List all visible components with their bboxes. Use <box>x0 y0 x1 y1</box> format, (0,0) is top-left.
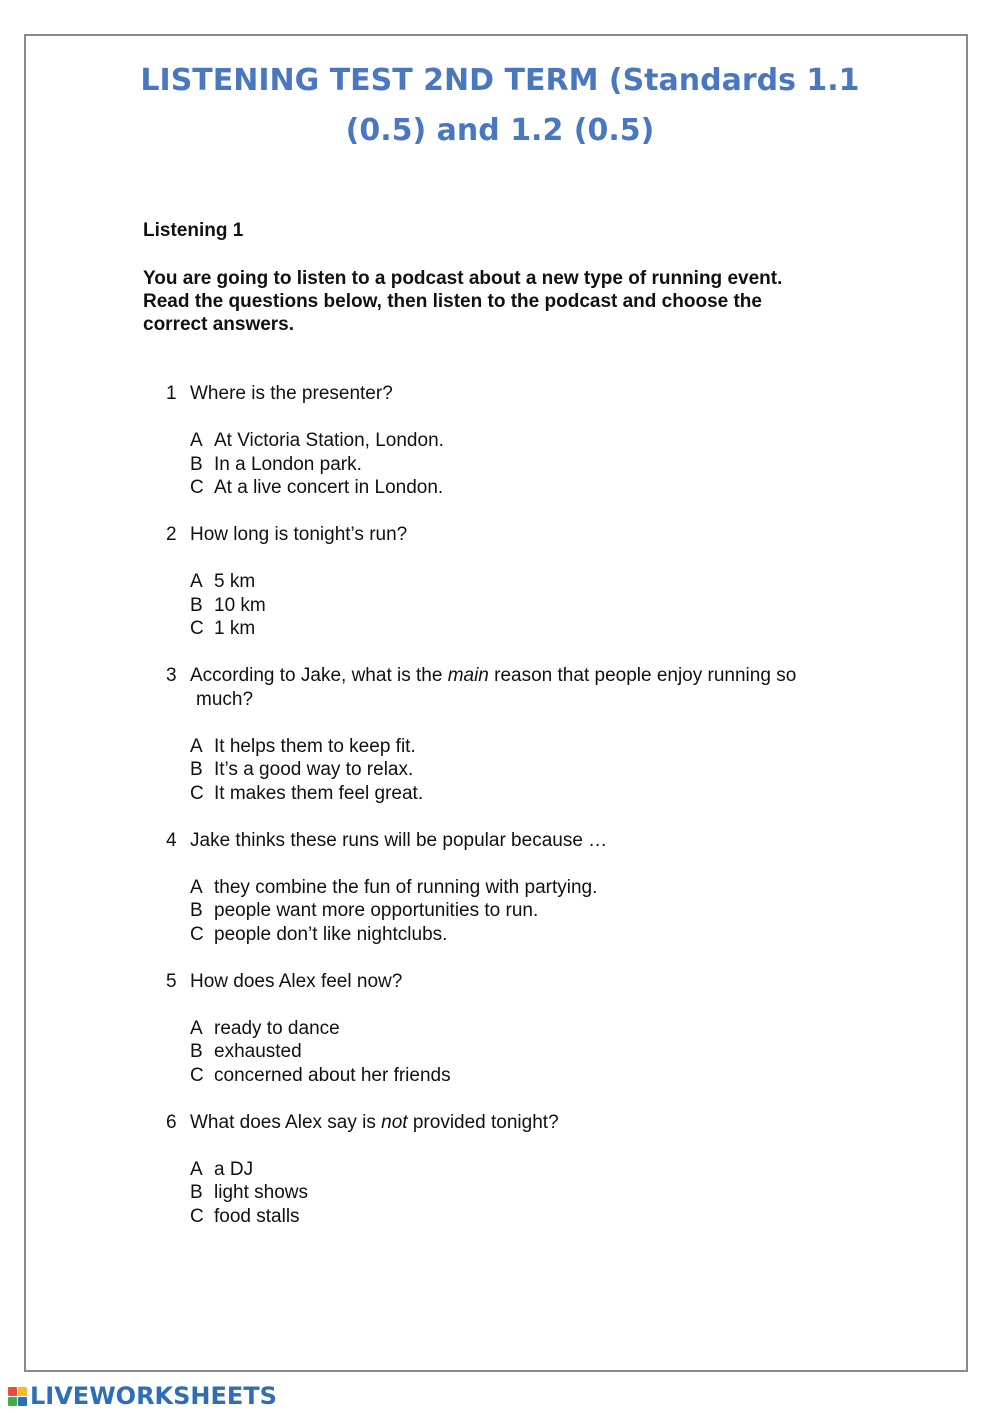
logo-text: LIVEWORKSHEETS <box>30 1382 277 1410</box>
page-title-line-1: LISTENING TEST 2ND TERM (Standards 1.1 <box>140 63 860 98</box>
footer-logo <box>8 1382 277 1410</box>
option-letter: B <box>190 759 203 780</box>
question-line <box>166 829 866 853</box>
question-3 <box>166 664 866 805</box>
instructions <box>143 267 843 336</box>
answer-option[interactable] <box>190 476 866 500</box>
option-text: 10 km <box>214 594 266 616</box>
question-text-part: What does Alex say is <box>190 1111 382 1133</box>
option-letter: A <box>190 1158 203 1180</box>
option-text: light shows <box>214 1182 308 1203</box>
question-text-part: reason that people enjoy running so <box>488 665 797 686</box>
question-line <box>166 382 866 406</box>
option-text: 1 km <box>214 618 256 639</box>
answer-options <box>166 1158 866 1229</box>
answer-option[interactable] <box>190 923 866 947</box>
instructions-line: correct answers. <box>143 314 295 335</box>
question-text-part: Jake thinks these runs will be popular because … <box>190 829 608 851</box>
logo-square-blue <box>18 1397 27 1406</box>
answer-option[interactable] <box>190 876 866 900</box>
question-line <box>166 523 866 547</box>
answer-option[interactable] <box>190 899 866 923</box>
option-text: It helps them to keep fit. <box>214 735 416 757</box>
option-letter: A <box>190 571 203 592</box>
page-title <box>60 56 940 156</box>
option-letter: B <box>190 1041 203 1062</box>
logo-square-green <box>8 1397 17 1406</box>
option-letter: B <box>190 453 203 475</box>
option-letter: C <box>190 1064 204 1086</box>
instructions-line: Read the questions below, then listen to the podcast and choose the <box>143 291 762 312</box>
option-letter: B <box>190 1182 203 1203</box>
question-emphasis: not <box>381 1111 408 1133</box>
question-5 <box>166 970 866 1088</box>
option-text: people want more opportunities to run. <box>214 900 539 921</box>
question-text-part: Where is the presenter? <box>190 383 393 404</box>
question-text <box>190 523 866 547</box>
option-text: It makes them feel great. <box>214 782 424 804</box>
question-text <box>190 970 866 994</box>
answer-option[interactable] <box>190 1040 866 1064</box>
option-letter: A <box>190 430 203 451</box>
liveworksheets-logo-icon <box>8 1387 27 1406</box>
answer-options <box>166 1017 866 1088</box>
question-number: 1 <box>166 383 177 404</box>
option-text: a DJ <box>214 1158 254 1180</box>
option-text: At a live concert in London. <box>214 477 444 498</box>
question-4 <box>166 829 866 947</box>
question-line <box>166 1111 866 1135</box>
option-letter: A <box>190 1017 203 1039</box>
option-text: people don’t like nightclubs. <box>214 923 448 945</box>
option-text: 5 km <box>214 571 256 592</box>
question-continuation: much? <box>196 688 254 710</box>
option-text: ready to dance <box>214 1017 340 1039</box>
answer-option[interactable] <box>190 1064 866 1088</box>
option-letter: C <box>190 923 204 945</box>
option-letter: C <box>190 1205 204 1227</box>
question-number: 4 <box>166 829 177 851</box>
option-letter: C <box>190 618 204 639</box>
option-text: they combine the fun of running with partying. <box>214 876 598 898</box>
answer-option[interactable] <box>190 1205 866 1229</box>
answer-option[interactable] <box>190 429 866 453</box>
question-text <box>190 829 866 853</box>
option-text: exhausted <box>214 1041 302 1062</box>
question-number: 6 <box>166 1111 177 1133</box>
option-text: At Victoria Station, London. <box>214 430 444 451</box>
page-title-line-2: (0.5) and 1.2 (0.5) <box>345 113 655 148</box>
instructions-line: You are going to listen to a podcast about a new type of running event. <box>143 268 783 289</box>
logo-square-yellow <box>18 1387 27 1396</box>
answer-options <box>166 876 866 947</box>
answer-option[interactable] <box>190 758 866 782</box>
question-text <box>190 1111 866 1135</box>
question-text <box>190 664 866 688</box>
answer-option[interactable] <box>190 1181 866 1205</box>
question-list <box>166 382 866 1252</box>
option-letter: A <box>190 876 203 898</box>
question-text-part: According to Jake, what is the <box>190 665 448 686</box>
question-line <box>166 970 866 994</box>
answer-option[interactable] <box>190 1158 866 1182</box>
option-letter: A <box>190 735 203 757</box>
answer-option[interactable] <box>190 1017 866 1041</box>
question-text-part: How long is tonight’s run? <box>190 524 408 545</box>
answer-options <box>166 429 866 500</box>
answer-options <box>166 735 866 806</box>
option-text: In a London park. <box>214 453 362 475</box>
question-number: 3 <box>166 665 177 686</box>
option-letter: C <box>190 782 204 804</box>
question-text <box>190 382 866 406</box>
answer-options <box>166 570 866 641</box>
question-text-part: provided tonight? <box>407 1111 559 1133</box>
question-line <box>166 664 866 688</box>
answer-option[interactable] <box>190 570 866 594</box>
question-text-part: How does Alex feel now? <box>190 970 403 992</box>
question-emphasis: main <box>447 665 489 686</box>
option-letter: B <box>190 900 203 921</box>
option-letter: B <box>190 594 203 616</box>
option-letter: C <box>190 477 204 498</box>
answer-option[interactable] <box>190 617 866 641</box>
answer-option[interactable] <box>190 594 866 618</box>
question-number: 2 <box>166 524 177 545</box>
question-2 <box>166 523 866 641</box>
answer-option[interactable] <box>190 782 866 806</box>
question-6 <box>166 1111 866 1229</box>
answer-option[interactable] <box>190 453 866 477</box>
section-label: Listening 1 <box>143 220 244 241</box>
logo-square-red <box>8 1387 17 1396</box>
question-1 <box>166 382 866 500</box>
answer-option[interactable] <box>190 735 866 759</box>
question-number: 5 <box>166 970 177 992</box>
option-text: It’s a good way to relax. <box>214 759 414 780</box>
option-text: food stalls <box>214 1205 300 1227</box>
option-text: concerned about her friends <box>214 1064 451 1086</box>
